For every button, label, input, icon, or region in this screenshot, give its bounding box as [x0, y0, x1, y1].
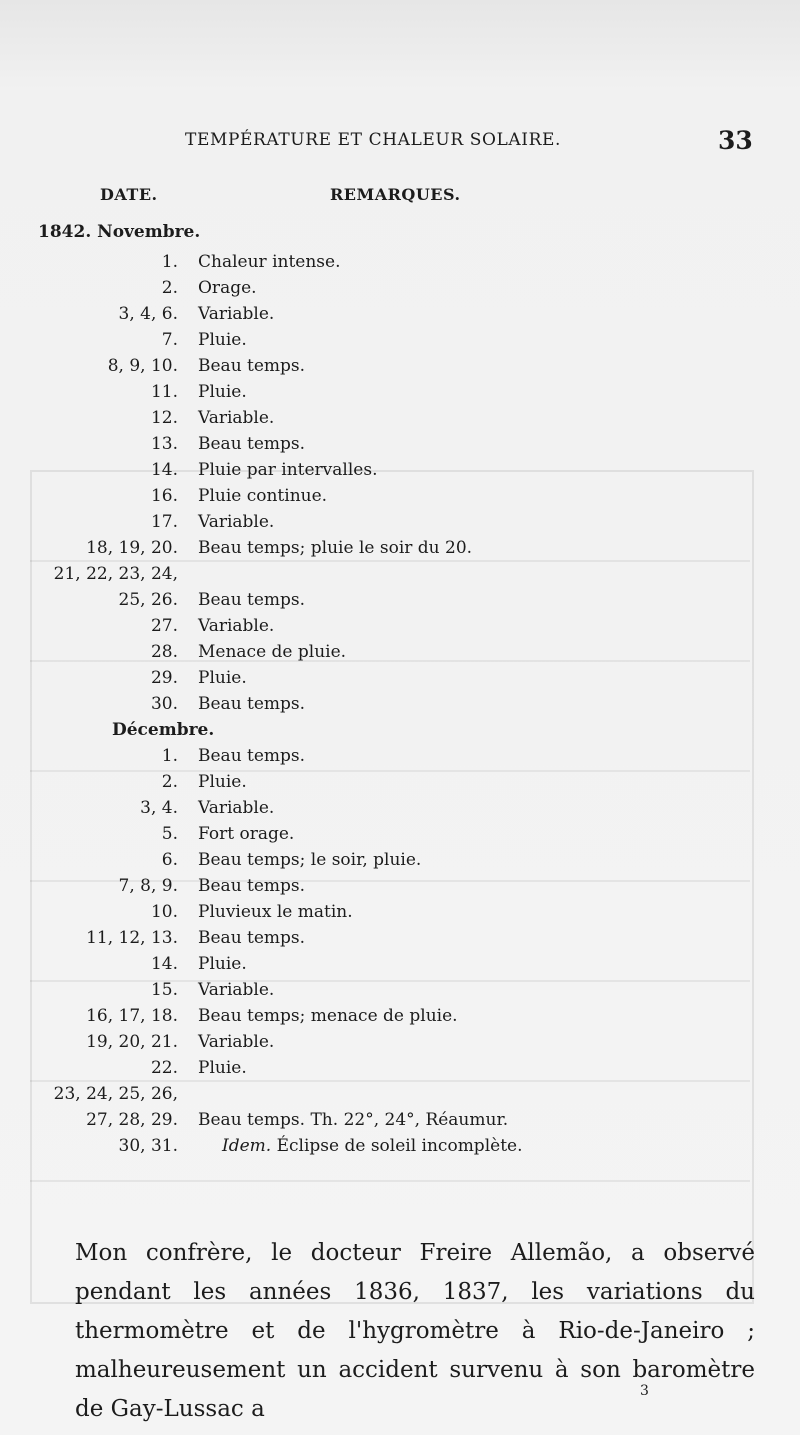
- observation-remark: Pluie.: [198, 382, 247, 402]
- observation-remark: Pluie.: [198, 330, 247, 350]
- observation-date: 15.: [150, 980, 178, 1000]
- observation-date: 7.: [161, 330, 178, 350]
- observation-remark: Beau temps.: [198, 434, 306, 454]
- observation-remark: Variable.: [198, 798, 275, 818]
- idem-label: Idem.: [222, 1136, 272, 1156]
- observation-date: 2.: [161, 278, 178, 298]
- observation-date: 5.: [161, 824, 178, 844]
- observation-remark: Beau temps.: [198, 876, 306, 896]
- observation-remark: Pluie par intervalles.: [198, 460, 378, 480]
- observation-remark: Chaleur intense.: [198, 252, 341, 272]
- signature-mark: 3: [640, 1383, 649, 1399]
- observation-date: 2.: [161, 772, 178, 792]
- observation-row: [0, 798, 800, 824]
- observation-row: [0, 824, 800, 850]
- observation-date: 6.: [161, 850, 178, 870]
- body-paragraph: Mon confrère, le docteur Freire Allemão, a observé pendant les années 1836, 1837, les variations du thermomètre et de l'hygromètre à Rio-de-Janeiro ; malheureusement un accident survenu à son baromètre de Gay-Lussac a: [75, 1240, 755, 1422]
- observation-date: 16, 17, 18.: [86, 1006, 178, 1026]
- observation-row: [0, 252, 800, 278]
- observation-date: 29.: [150, 668, 178, 688]
- observation-date: 21, 22, 23, 24,: [53, 564, 178, 584]
- observation-row: [0, 902, 800, 928]
- observation-date: 7, 8, 9.: [118, 876, 178, 896]
- observation-row: [0, 304, 800, 330]
- observation-row: [0, 1110, 800, 1136]
- month-heading-december: Décembre.: [112, 720, 215, 740]
- observation-remark: Pluie.: [198, 668, 247, 688]
- observation-row: [0, 1058, 800, 1084]
- observation-row: [0, 512, 800, 538]
- observation-date: 16.: [150, 486, 178, 506]
- month-heading-november: 1842. Novembre.: [38, 222, 201, 242]
- observation-date: 3, 4.: [140, 798, 178, 818]
- observation-date: 18, 19, 20.: [86, 538, 178, 558]
- observation-row: [0, 434, 800, 460]
- observation-row: [0, 642, 800, 668]
- observation-date: 1.: [161, 746, 178, 766]
- observation-row: [0, 382, 800, 408]
- observation-remark: Beau temps.: [198, 694, 306, 714]
- observation-row: [0, 356, 800, 382]
- observation-date: 1.: [161, 252, 178, 272]
- observation-row: [0, 1136, 800, 1162]
- observation-date: 12.: [150, 408, 178, 428]
- observation-remark: Variable.: [198, 304, 275, 324]
- observation-row: [0, 538, 800, 564]
- observation-remark: Pluie.: [198, 954, 247, 974]
- observation-date: 25, 26.: [118, 590, 178, 610]
- november-rows: [0, 252, 800, 720]
- observation-row: [0, 486, 800, 512]
- december-rows: [0, 746, 800, 1136]
- observation-row: [0, 668, 800, 694]
- observation-row: [0, 278, 800, 304]
- observation-date: 14.: [150, 460, 178, 480]
- observation-remark: Variable.: [198, 616, 275, 636]
- observation-row: [0, 1032, 800, 1058]
- observation-date: 19, 20, 21.: [86, 1032, 178, 1052]
- observation-row: [0, 1006, 800, 1032]
- observation-remark: Beau temps; pluie le soir du 20.: [198, 538, 473, 558]
- month-heading-row: [0, 720, 800, 746]
- observation-row: [0, 980, 800, 1006]
- observation-remark: Variable.: [198, 980, 275, 1000]
- observation-date: 22.: [150, 1058, 178, 1078]
- observation-remark: Beau temps.: [198, 746, 306, 766]
- observation-remark: Variable.: [198, 512, 275, 532]
- observation-date: 30.: [150, 694, 178, 714]
- observation-row: [0, 460, 800, 486]
- observation-date: 11.: [150, 382, 178, 402]
- column-head-remarks: REMARQUES.: [330, 185, 461, 204]
- observation-date: 28.: [150, 642, 178, 662]
- observation-date: 10.: [150, 902, 178, 922]
- observation-date: 30, 31.: [118, 1136, 178, 1156]
- observation-remark: Pluvieux le matin.: [198, 902, 353, 922]
- observation-remark: Beau temps.: [198, 590, 306, 610]
- observation-remark: [222, 1136, 523, 1156]
- observation-row: [0, 564, 800, 590]
- observation-remark: Variable.: [198, 408, 275, 428]
- observation-remark: Beau temps.: [198, 356, 306, 376]
- observation-date: 27.: [150, 616, 178, 636]
- observation-row: [0, 1084, 800, 1110]
- observation-remark: Beau temps.: [198, 928, 306, 948]
- observation-row: [0, 330, 800, 356]
- observation-remark: Beau temps; le soir, pluie.: [198, 850, 422, 870]
- observation-date: 17.: [150, 512, 178, 532]
- observation-remark: Orage.: [198, 278, 257, 298]
- observation-row: [0, 928, 800, 954]
- observation-remark-text: Éclipse de soleil incomplète.: [271, 1136, 523, 1156]
- observation-remark: Pluie.: [198, 1058, 247, 1078]
- bleed-through-rule: [30, 1180, 750, 1182]
- column-head-date: DATE.: [100, 185, 158, 204]
- observation-row: [0, 408, 800, 434]
- observation-remark: Beau temps. Th. 22°, 24°, Réaumur.: [198, 1110, 509, 1130]
- observation-date: 13.: [150, 434, 178, 454]
- observation-remark: Pluie.: [198, 772, 247, 792]
- observation-row: [0, 850, 800, 876]
- observation-row: [0, 954, 800, 980]
- observation-row: [0, 616, 800, 642]
- observation-date: 11, 12, 13.: [86, 928, 178, 948]
- page-number: 33: [718, 126, 753, 155]
- observations-list: [0, 252, 800, 1162]
- observation-remark: Pluie continue.: [198, 486, 328, 506]
- observation-row: [0, 694, 800, 720]
- observation-row: [0, 876, 800, 902]
- observation-date: 14.: [150, 954, 178, 974]
- observation-remark: Menace de pluie.: [198, 642, 347, 662]
- observation-date: 8, 9, 10.: [107, 356, 178, 376]
- observation-row: [0, 590, 800, 616]
- observation-date: 3, 4, 6.: [118, 304, 178, 324]
- running-header: TEMPÉRATURE ET CHALEUR SOLAIRE.: [185, 130, 561, 150]
- observation-row: [0, 746, 800, 772]
- observation-remark: Beau temps; menace de pluie.: [198, 1006, 458, 1026]
- observation-date: 27, 28, 29.: [86, 1110, 178, 1130]
- observation-date: 23, 24, 25, 26,: [53, 1084, 178, 1104]
- observation-remark: Fort orage.: [198, 824, 295, 844]
- observation-row: [0, 772, 800, 798]
- observation-remark: Variable.: [198, 1032, 275, 1052]
